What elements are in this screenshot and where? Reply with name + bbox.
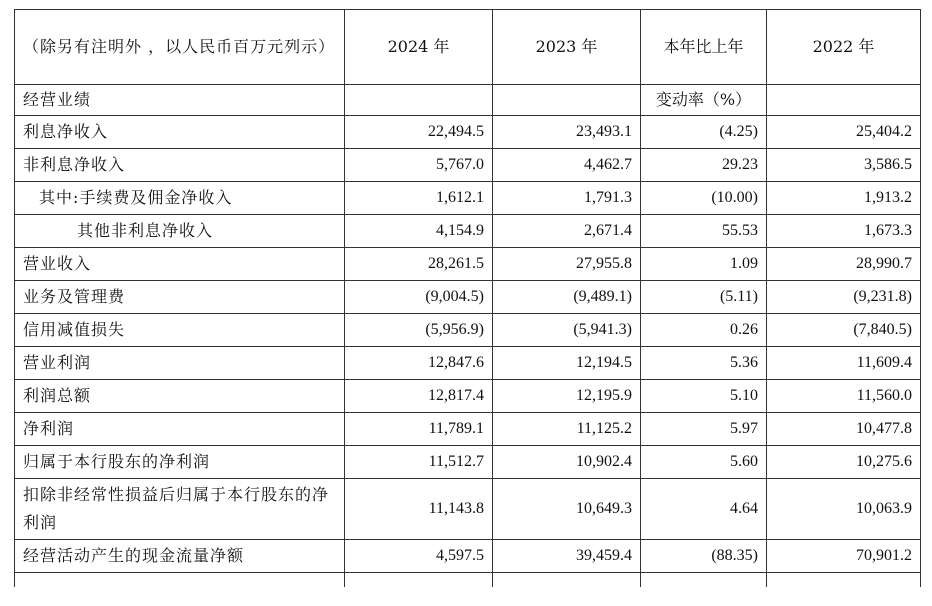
row-label: 扣除非经常性损益后归属于本行股东的净利润 xyxy=(15,479,345,540)
table-row xyxy=(15,281,921,314)
empty-cell xyxy=(345,85,493,116)
value-change: 5.10 xyxy=(641,380,767,413)
value-change: 0.26 xyxy=(641,314,767,347)
value-2024: 11,512.7 xyxy=(345,446,493,479)
table-row xyxy=(15,149,921,182)
table-row xyxy=(15,314,921,347)
value-2023: (5,941.3) xyxy=(493,314,641,347)
value-change: 4.64 xyxy=(641,479,767,540)
row-label: 营业收入 xyxy=(15,248,345,281)
value-change: (4.25) xyxy=(641,116,767,149)
value-2024: 28,261.5 xyxy=(345,248,493,281)
row-label: 营业利润 xyxy=(15,347,345,380)
column-header-2024: 2024 年 xyxy=(345,10,493,85)
value-2023: 4,462.7 xyxy=(493,149,641,182)
table-row xyxy=(15,380,921,413)
empty-cell xyxy=(767,85,921,116)
empty-cell xyxy=(767,573,921,588)
value-2024: 4,597.5 xyxy=(345,540,493,573)
value-2024: 5,767.0 xyxy=(345,149,493,182)
value-2023: 10,649.3 xyxy=(493,479,641,540)
row-label: 其他非利息净收入 xyxy=(15,215,345,248)
value-2024: 22,494.5 xyxy=(345,116,493,149)
value-2022: 70,901.2 xyxy=(767,540,921,573)
value-2022: 10,063.9 xyxy=(767,479,921,540)
value-change: (5.11) xyxy=(641,281,767,314)
row-label: 利息净收入 xyxy=(15,116,345,149)
value-2023: 12,194.5 xyxy=(493,347,641,380)
column-header-2022: 2022 年 xyxy=(767,10,921,85)
table-row-partial xyxy=(15,573,921,588)
change-unit-label: 变动率（%） xyxy=(641,85,767,116)
value-2023: 27,955.8 xyxy=(493,248,641,281)
value-2022: 1,673.3 xyxy=(767,215,921,248)
value-change: 55.53 xyxy=(641,215,767,248)
row-label: 归属于本行股东的净利润 xyxy=(15,446,345,479)
value-2023: 11,125.2 xyxy=(493,413,641,446)
value-2024: 1,612.1 xyxy=(345,182,493,215)
value-change: 5.36 xyxy=(641,347,767,380)
column-header-change: 本年比上年 xyxy=(641,10,767,85)
row-label: 非利息净收入 xyxy=(15,149,345,182)
value-change: 5.60 xyxy=(641,446,767,479)
value-2022: (9,231.8) xyxy=(767,281,921,314)
value-change: (88.35) xyxy=(641,540,767,573)
table-row xyxy=(15,446,921,479)
value-2022: 3,586.5 xyxy=(767,149,921,182)
empty-cell xyxy=(345,573,493,588)
value-2024: 12,847.6 xyxy=(345,347,493,380)
value-2022: 1,913.2 xyxy=(767,182,921,215)
value-2022: 28,990.7 xyxy=(767,248,921,281)
table-row xyxy=(15,413,921,446)
value-2023: 39,459.4 xyxy=(493,540,641,573)
table-row xyxy=(15,182,921,215)
financial-table xyxy=(14,9,921,587)
row-label: 净利润 xyxy=(15,413,345,446)
empty-cell xyxy=(641,573,767,588)
value-2023: 10,902.4 xyxy=(493,446,641,479)
section-title: 经营业绩 xyxy=(15,85,345,116)
table-row xyxy=(15,248,921,281)
value-2023: (9,489.1) xyxy=(493,281,641,314)
row-label: 业务及管理费 xyxy=(15,281,345,314)
value-2023: 1,791.3 xyxy=(493,182,641,215)
value-2024: 4,154.9 xyxy=(345,215,493,248)
subheader-row xyxy=(15,85,921,116)
value-2022: 10,275.6 xyxy=(767,446,921,479)
value-change: 5.97 xyxy=(641,413,767,446)
value-change: (10.00) xyxy=(641,182,767,215)
value-2023: 2,671.4 xyxy=(493,215,641,248)
value-2023: 12,195.9 xyxy=(493,380,641,413)
value-2022: 25,404.2 xyxy=(767,116,921,149)
value-2022: 11,560.0 xyxy=(767,380,921,413)
value-change: 29.23 xyxy=(641,149,767,182)
table-row xyxy=(15,479,921,540)
empty-cell xyxy=(15,573,345,588)
table-row xyxy=(15,116,921,149)
empty-cell xyxy=(493,85,641,116)
header-row xyxy=(15,10,921,85)
unit-note: （除另有注明外 ，以人民币百万元列示） xyxy=(15,10,345,85)
column-header-2023: 2023 年 xyxy=(493,10,641,85)
value-2022: (7,840.5) xyxy=(767,314,921,347)
value-2024: (9,004.5) xyxy=(345,281,493,314)
row-label: 其中:手续费及佣金净收入 xyxy=(15,182,345,215)
value-2024: 12,817.4 xyxy=(345,380,493,413)
empty-cell xyxy=(493,573,641,588)
table-row xyxy=(15,540,921,573)
table-row xyxy=(15,347,921,380)
value-2023: 23,493.1 xyxy=(493,116,641,149)
row-label: 信用减值损失 xyxy=(15,314,345,347)
value-change: 1.09 xyxy=(641,248,767,281)
value-2024: 11,143.8 xyxy=(345,479,493,540)
value-2022: 10,477.8 xyxy=(767,413,921,446)
table-row xyxy=(15,215,921,248)
row-label: 利润总额 xyxy=(15,380,345,413)
value-2022: 11,609.4 xyxy=(767,347,921,380)
row-label: 经营活动产生的现金流量净额 xyxy=(15,540,345,573)
value-2024: 11,789.1 xyxy=(345,413,493,446)
value-2024: (5,956.9) xyxy=(345,314,493,347)
